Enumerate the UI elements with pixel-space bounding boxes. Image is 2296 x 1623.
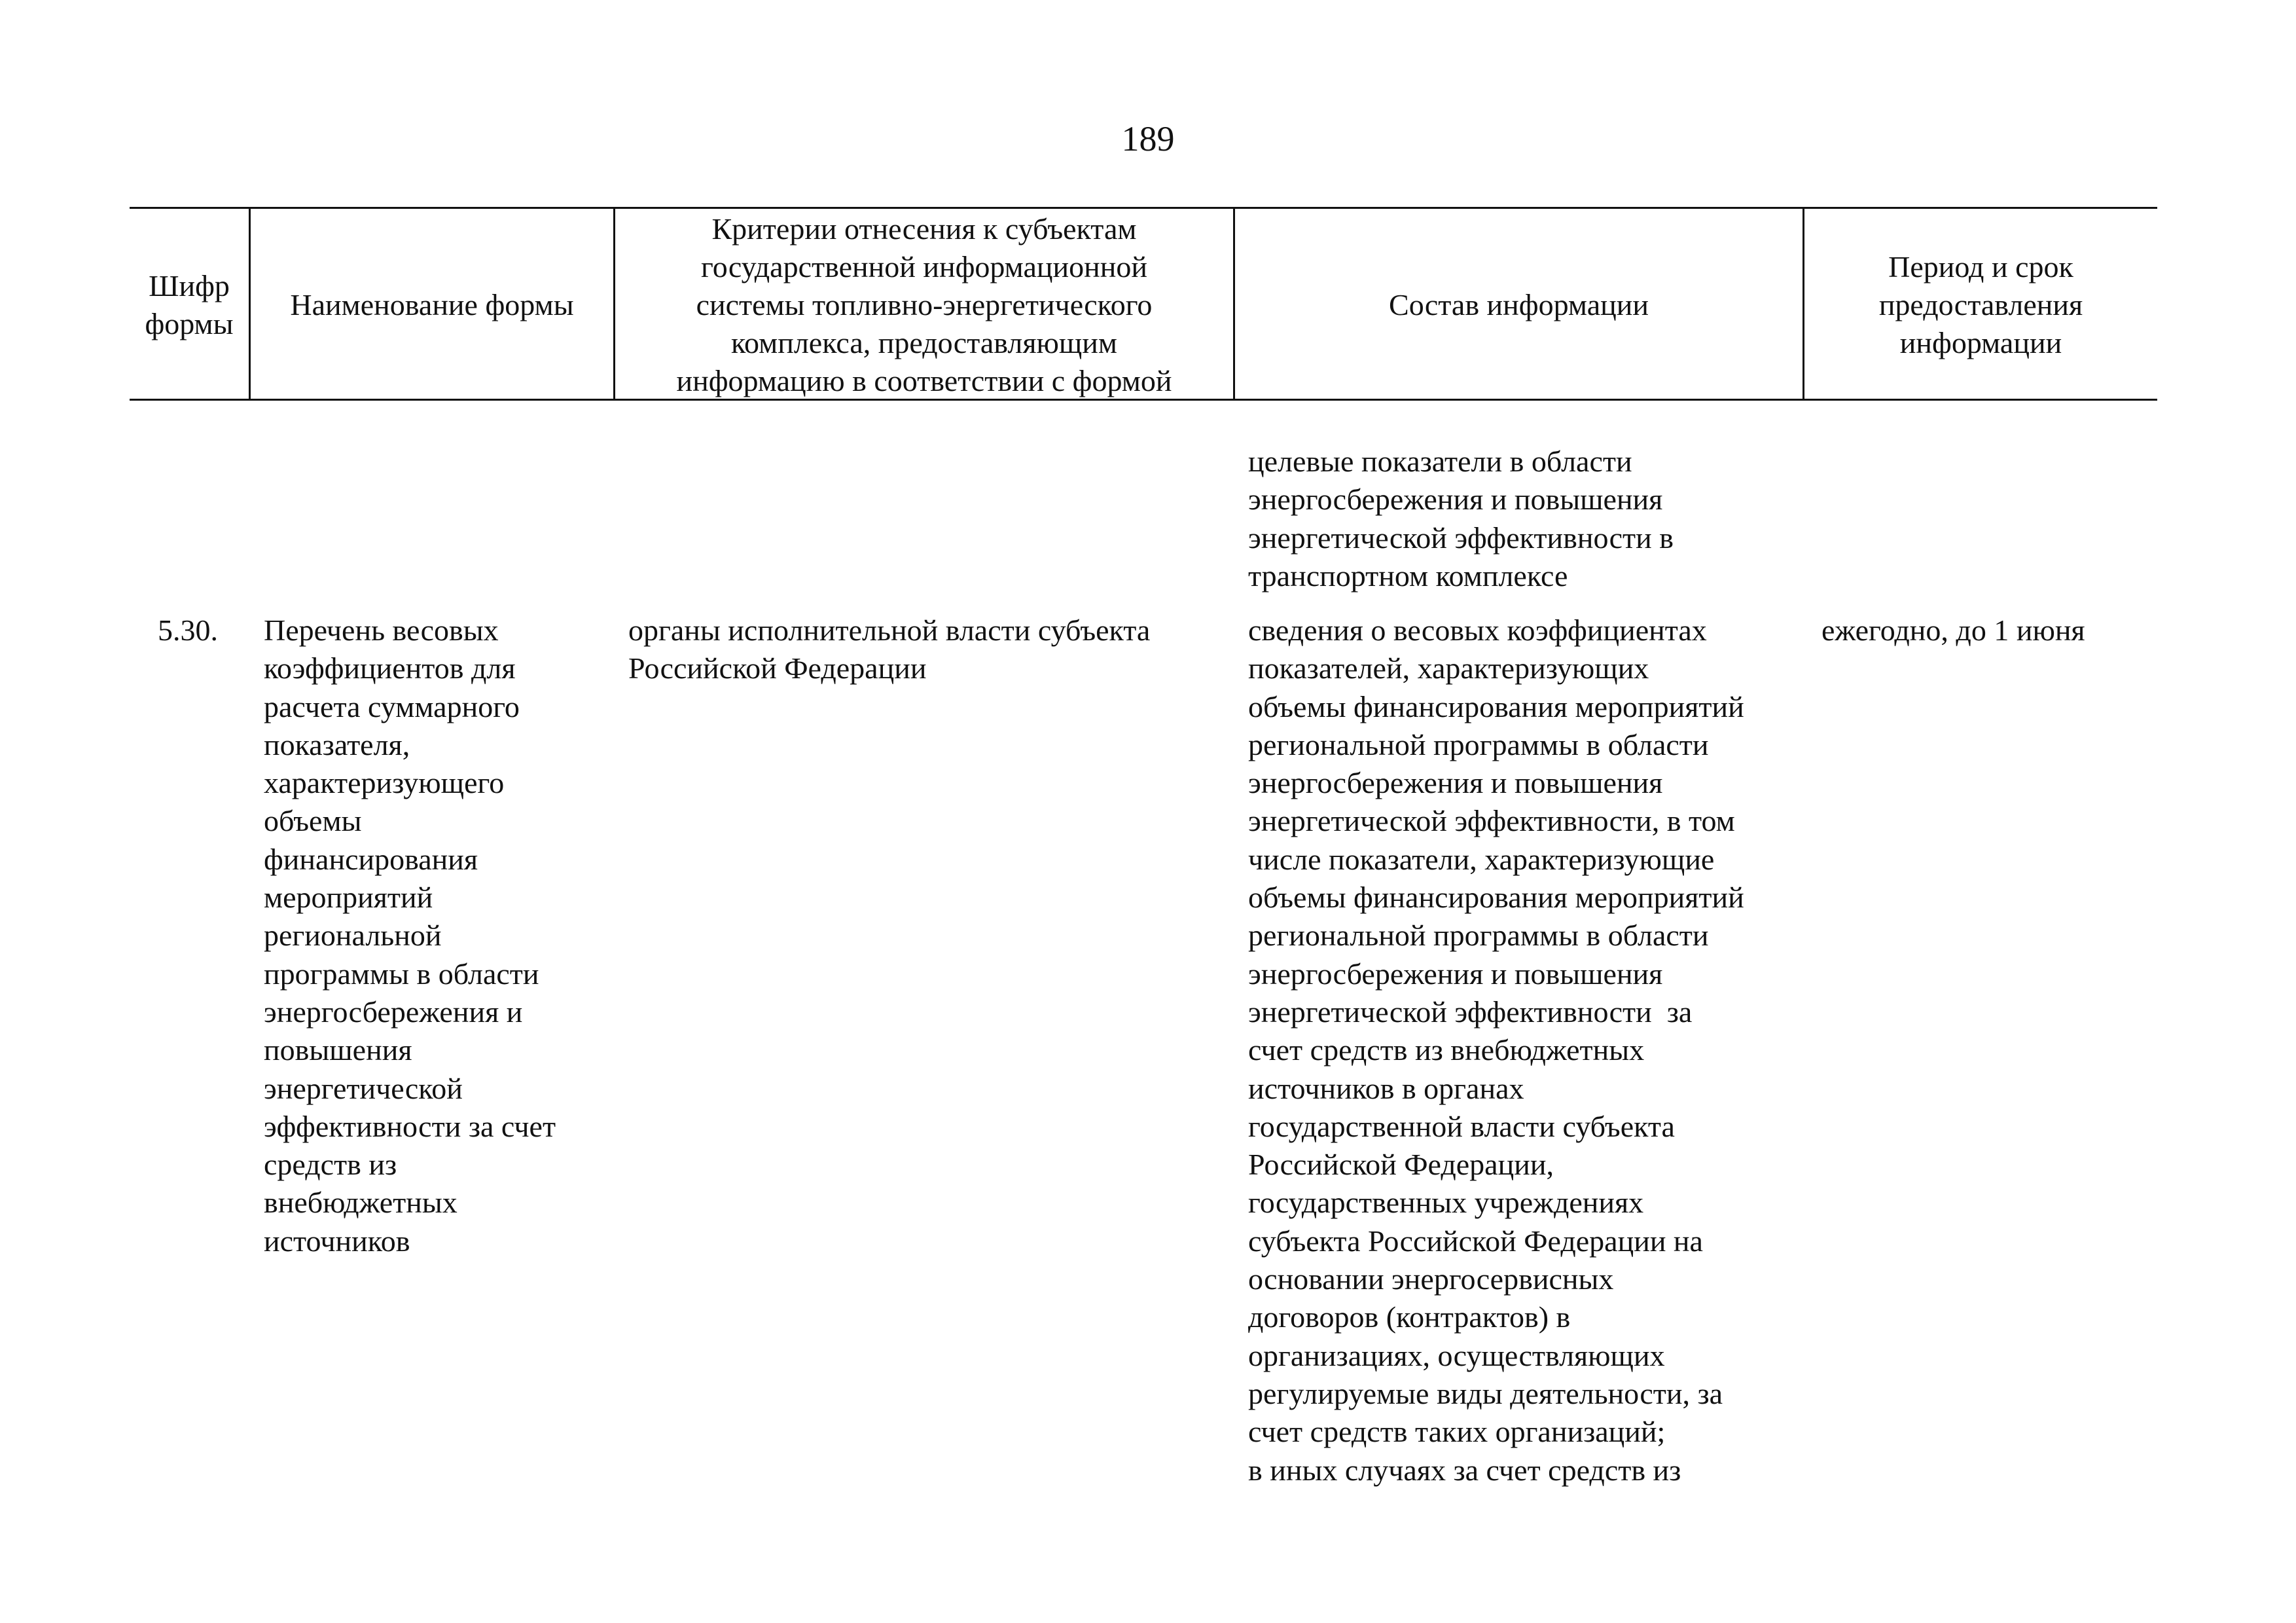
row-period-cell xyxy=(1821,611,2085,649)
text-line: энергетической xyxy=(264,1071,463,1105)
text-line: счет средств из внебюджетных xyxy=(1248,1033,1645,1067)
text-line: показателя, xyxy=(264,727,410,761)
text-line: энергосбережения и xyxy=(264,994,523,1029)
header-code xyxy=(130,209,249,401)
text-line: энергетической эффективности, в том xyxy=(1248,804,1735,838)
text-line: энергетической эффективности в xyxy=(1248,520,1674,555)
text-line: государственной власти субъекта xyxy=(1248,1109,1675,1143)
text-line: объемы финансирования мероприятий xyxy=(1248,689,1744,723)
text-line: органы исполнительной власти субъекта xyxy=(628,613,1151,647)
header-period-line: Период и срок xyxy=(1888,249,2073,283)
row-period: ежегодно, до 1 июня xyxy=(1821,613,2085,647)
header-criteria-line: государственной информационной xyxy=(701,249,1147,283)
text-line: финансирования xyxy=(264,842,478,876)
text-line: энергосбережения и повышения xyxy=(1248,766,1663,800)
row-form-name-cell xyxy=(264,611,556,1260)
text-line: источников xyxy=(264,1224,410,1258)
text-line: регулируемые виды деятельности, за xyxy=(1248,1376,1723,1410)
text-line: средств из xyxy=(264,1148,397,1182)
text-line: основании энергосервисных xyxy=(1248,1262,1614,1296)
text-line: характеризующего xyxy=(264,766,505,800)
text-line: объемы финансирования мероприятий xyxy=(1248,881,1744,915)
text-line: числе показатели, характеризующие xyxy=(1248,842,1715,876)
header-form-name-line: Наименование формы xyxy=(290,287,574,321)
text-line: Перечень весовых xyxy=(264,613,499,647)
text-line: показателей, характеризующих xyxy=(1248,651,1649,685)
header-information-content xyxy=(1235,209,1803,401)
text-line: Российской Федерации, xyxy=(1248,1148,1554,1182)
continued-content-cell xyxy=(1248,443,1674,595)
header-code-line: Шифр xyxy=(149,268,230,302)
text-line: внебюджетных xyxy=(264,1186,457,1220)
text-line: программы в области xyxy=(264,957,539,991)
text-line: повышения xyxy=(264,1033,412,1067)
text-line: источников в органах xyxy=(1248,1071,1524,1105)
text-line: региональной xyxy=(264,919,442,953)
text-line: в иных случаях за счет средств из xyxy=(1248,1453,1681,1487)
row-criteria-cell xyxy=(628,611,1150,688)
text-line: транспортном комплексе xyxy=(1248,558,1568,593)
row-code: 5.30. xyxy=(158,613,218,647)
text-line: коэффициентов для xyxy=(264,651,516,685)
header-criteria-line: Критерии отнесения к субъектам xyxy=(711,211,1137,246)
text-line: Российской Федерации xyxy=(628,651,927,685)
text-line: целевые показатели в области xyxy=(1248,445,1632,478)
header-criteria xyxy=(615,209,1233,401)
text-line: региональной программы в области xyxy=(1248,919,1709,953)
text-line: энергосбережения и повышения xyxy=(1248,957,1663,991)
text-line: счет средств таких организаций; xyxy=(1248,1415,1666,1449)
header-period-line: информации xyxy=(1899,325,2062,359)
text-line: энергетической эффективности за xyxy=(1248,994,1693,1029)
text-line: энергосбережения и повышения xyxy=(1248,483,1663,517)
header-form-name xyxy=(251,209,613,401)
header-criteria-line: комплекса, предоставляющим xyxy=(730,325,1118,359)
text-line: договоров (контрактов) в xyxy=(1248,1300,1571,1334)
row-code-cell xyxy=(158,611,218,649)
text-line: организациях, осуществляющих xyxy=(1248,1338,1665,1372)
header-period xyxy=(1804,209,2157,401)
text-line: государственных учреждениях xyxy=(1248,1186,1644,1220)
header-criteria-line: системы топливно-энергетического xyxy=(696,287,1153,321)
text-line: расчета суммарного xyxy=(264,689,520,723)
header-period-line: предоставления xyxy=(1878,287,2083,321)
header-code-line: формы xyxy=(145,306,234,340)
header-information-content-line: Состав информации xyxy=(1389,287,1649,321)
text-line: сведения о весовых коэффициентах xyxy=(1248,613,1707,647)
text-line: эффективности за счет xyxy=(264,1109,556,1143)
text-line: объемы xyxy=(264,804,362,838)
header-criteria-line: информацию в соответствии с формой xyxy=(676,363,1172,397)
page-number: 189 xyxy=(1121,119,1175,158)
row-information-content-cell xyxy=(1248,611,1744,1489)
text-line: региональной программы в области xyxy=(1248,727,1709,761)
text-line: мероприятий xyxy=(264,881,433,915)
text-line: субъекта Российской Федерации на xyxy=(1248,1224,1703,1258)
